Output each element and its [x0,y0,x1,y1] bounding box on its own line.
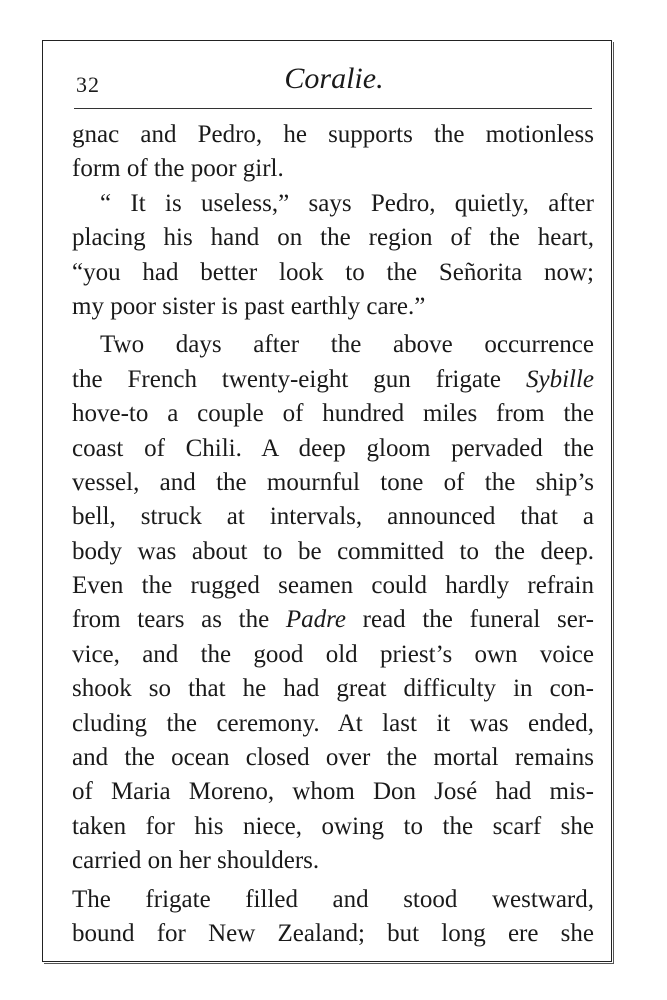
text-segment: read the funeral ser- [346,606,594,634]
body-text [72,118,594,951]
text-segment: the French twenty-eight gun frigate [72,365,526,393]
text-line: carried on her shoulders. [72,847,320,875]
text-line: Even the rugged seamen could hardly refrain [72,572,594,600]
text-line: shook so that he had great difficulty in con- [72,675,594,703]
page-border-shadow-right [613,42,614,964]
text-line: placing his hand on the region of the heart, [72,224,594,252]
text-line: of Maria Moreno, whom Don José had mis- [72,778,594,806]
text-line: “ It is useless,” says Pedro, quietly, after [100,189,594,217]
text-line: bell, struck at intervals, announced that a [72,503,594,531]
text-line: my poor sister is past earthly care.” [72,292,426,320]
text-line: body was about to be committed to the deep. [72,537,594,565]
text-line: The frigate filled and stood westward, [72,885,594,913]
page-border-shadow-bottom [44,963,614,964]
text-line: form of the poor girl. [72,155,284,183]
page-number: 32 [76,72,100,97]
running-title: Coralie. [284,62,384,95]
text-line: Two days after the above occurrence [100,331,594,359]
italic-word: Padre [285,606,346,634]
text-line: cluding the ceremony. At last it was ended, [72,709,594,737]
text-line: and the ocean closed over the mortal remains [72,744,594,772]
text-line: coast of Chili. A deep gloom pervaded the [72,434,594,462]
text-line: gnac and Pedro, he supports the motionless [72,121,594,148]
ship-name: Sybille [525,365,594,393]
text-line: taken for his niece, owing to the scarf she [72,812,594,840]
text-line: vessel, and the mournful tone of the ship’s [72,468,594,496]
text-line: vice, and the good old priest’s own voice [72,640,594,668]
text-line [72,363,594,397]
header-rule [74,108,592,109]
text-line [72,603,594,637]
text-line: “you had better look to the Señorita now; [72,258,594,286]
text-segment: from tears as the [72,606,286,634]
text-line: bound for New Zealand; but long ere she [72,919,594,947]
text-line: hove-to a couple of hundred miles from the [72,400,594,428]
page-header [76,62,592,106]
